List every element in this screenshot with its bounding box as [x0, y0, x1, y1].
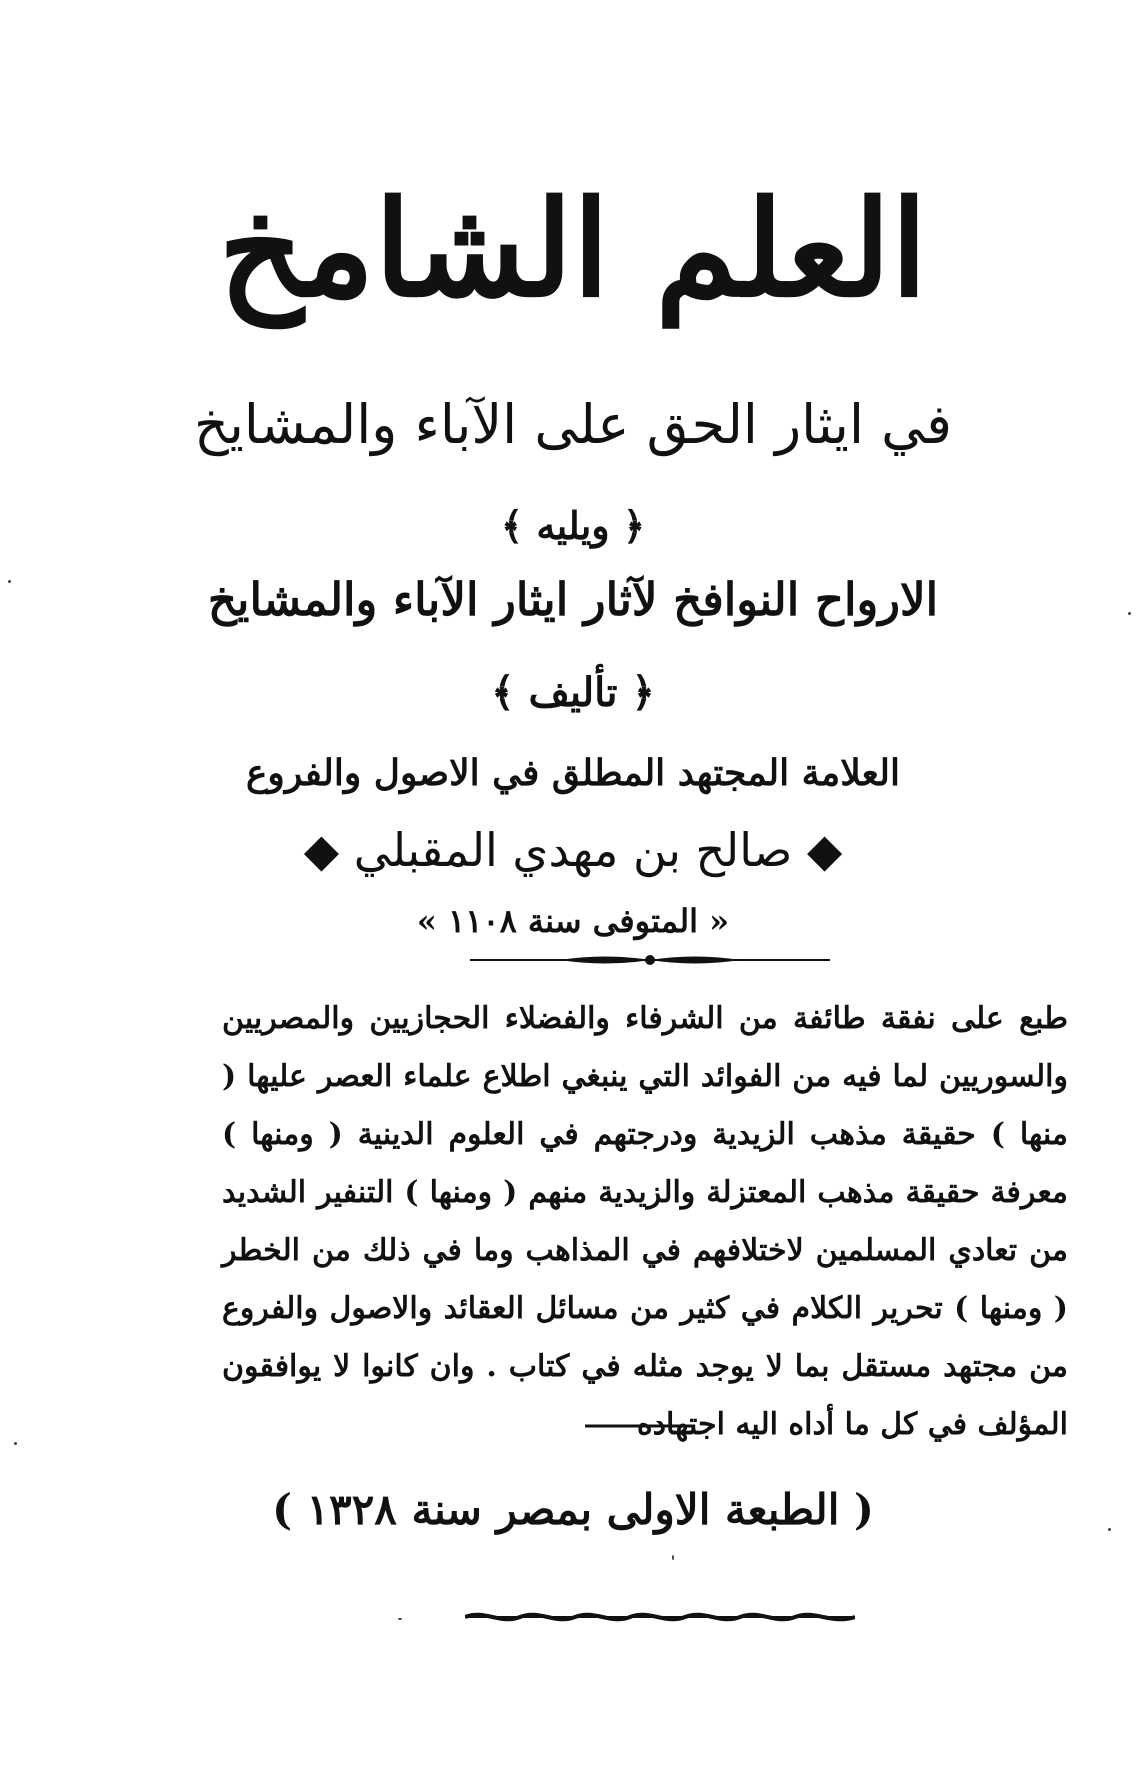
divider-short	[585, 1422, 695, 1430]
paper-speck	[1108, 1528, 1111, 1531]
divider-ornament-upper	[470, 952, 830, 968]
ornament-diamond-left: ◆	[303, 823, 354, 877]
author-name: صالح بن مهدي المقبلي	[353, 823, 793, 877]
paren-right: (	[839, 1485, 874, 1534]
ornament-bracket-left: ﴾	[500, 503, 537, 548]
death-date: المتوفى سنة ١١٠٨	[448, 902, 698, 940]
paper-speck	[398, 1618, 402, 1620]
author-description: العلامة المجتهد المطلق في الاصول والفروع	[245, 752, 901, 794]
authorship-label	[0, 665, 1146, 721]
ornament-bracket-right: ﴿	[617, 669, 655, 716]
edition-text: الطبعة الاولى بمصر سنة ١٣٢٨	[306, 1485, 840, 1534]
edition-line	[0, 1480, 1146, 1540]
quote-mark-right: «	[697, 902, 730, 940]
paren-left: )	[272, 1485, 307, 1534]
ornament-bracket-right: ﴿	[609, 503, 646, 548]
paper-speck	[672, 1555, 674, 1560]
ornament-diamond-right: ◆	[792, 823, 843, 877]
paper-speck	[14, 1442, 17, 1445]
description-paragraph: طبع على نفقة طائفة من الشرفاء والفضلاء الحجازيين والمصريين والسوريين لما فيه من الفوائد التي ينبغي اطلاع علماء العصر عليها ( منها ) حقيقة مذهب الزيدية ودرجتهم في العلوم الدينية ( ومنها ) معرفة حقيقة مذهب المعتزلة والزيدية منهم ( ومنها ) التنفير الشديد من تعادي المسلمين لاختلافهم في المذاهب وما في ذلك من الخطر ( ومنها ) تحرير الكلام في كثير من مسائل العقائد والاصول والفروع من مجتهد مستقل بما لا يوجد مثله في كتاب . وان كانوا لا يوافقون المؤلف في كل ما أداه اليه اجتهاده	[222, 1001, 1068, 1442]
book-title: العلم الشامخ	[218, 172, 928, 327]
ornament-bracket-left: ﴾	[491, 669, 529, 716]
paper-speck	[8, 580, 11, 583]
death-date-line	[0, 896, 1146, 946]
appendix-connector	[0, 498, 1146, 554]
divider-ornament-lower	[465, 1606, 855, 1628]
quote-mark-left: »	[416, 902, 449, 940]
author-name-line	[0, 815, 1146, 885]
appendix-title: الارواح النوافخ لآثار ايثار الآباء والمشايخ	[207, 573, 939, 626]
appendix-connector-text: ويليه	[536, 503, 610, 548]
authorship-label-text: تأليف	[528, 669, 618, 716]
paper-speck	[1128, 612, 1131, 615]
book-subtitle: في ايثار الحق على الآباء والمشايخ	[194, 393, 952, 456]
